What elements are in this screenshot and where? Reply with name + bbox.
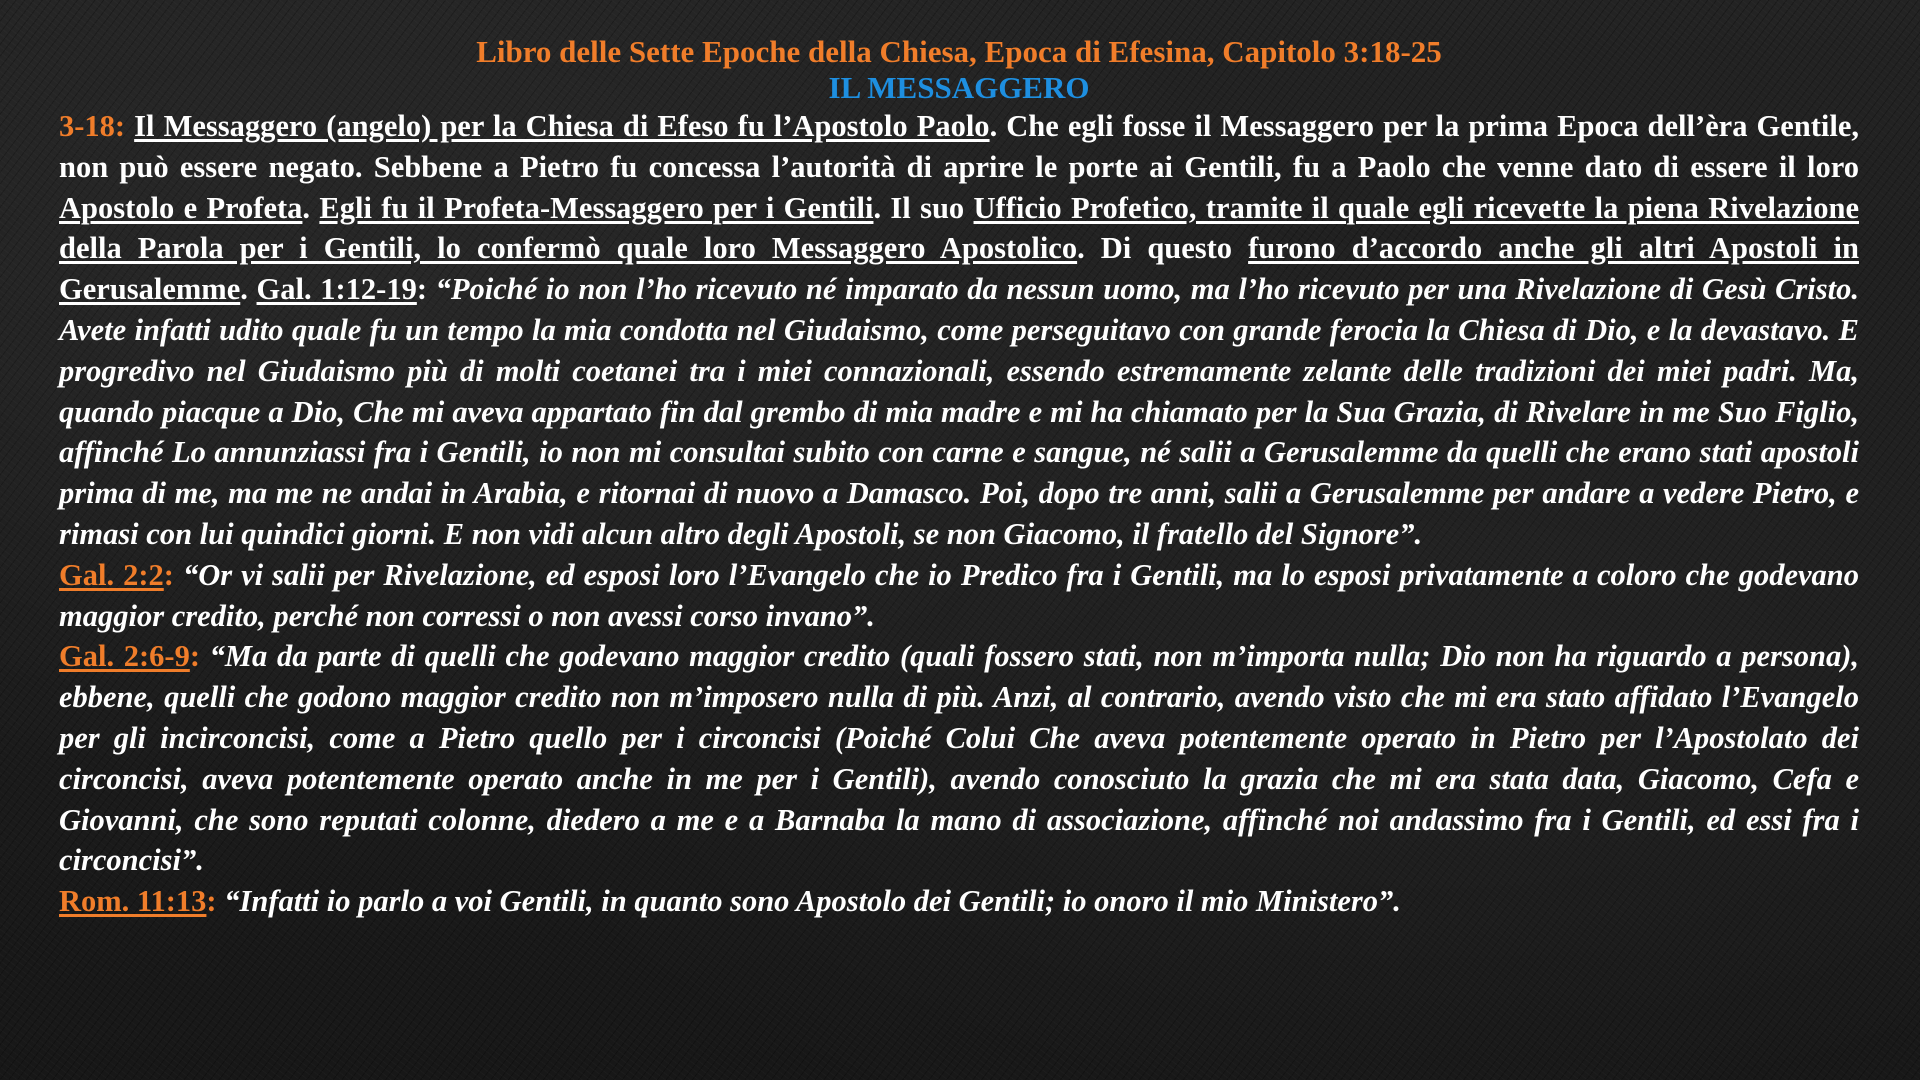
underlined-phrase: furono d’accordo anche gli altri Apostoli in Gerusalemme [59, 231, 1859, 307]
paragraph-gal-2-6-9 [59, 636, 1859, 881]
slide-title: Libro delle Sette Epoche della Chiesa, Epoca di Efesina, Capitolo 3:18-25 [476, 34, 1442, 69]
scripture-quote: “Poiché io non l’ho ricevuto né imparato da nessun uomo, ma l’ho ricevuto per una Rivelazione di Gesù Cristo. Avete infatti udito quale fu un tempo la mia condotta nel Giudaismo, come perseguitavo con grande ferocia la Chiesa di Dio, e la devastavo. E progredivo nel Giudaismo più di molti coetanei tra i miei connazionali, essendo estremamente zelante delle tradizioni dei miei padri. Ma, quando piacque a Dio, Che mi aveva appartato fin dal grembo di mia madre e mi ha chiamato per la Sua Grazia, di Rivelare in me Suo Figlio, affinché Lo annunziassi fra i Gentili, io non mi consultai subito con carne e sangue, né salii a Gerusalemme da quelli che erano stati apostoli prima di me, ma me ne andai in Arabia, e ritornai di nuovo a Damasco. Poi, dopo tre anni, salii a Gerusalemme per andare a vedere Pietro, e rimasi con lui quindici giorni. E non vidi alcun altro degli Apostoli, se non Giacomo, il fratello del Signore”. [59, 272, 1859, 551]
text-run: . Di questo [1077, 231, 1249, 266]
scripture-quote: “Infatti io parlo a voi Gentili, in quanto sono Apostolo dei Gentili; io onoro il mio Ministero”. [224, 884, 1401, 919]
underlined-phrase: Ufficio Profetico, tramite il quale egli ricevette la piena Rivelazione della Parola per i Gentili, lo confermò quale loro Messaggero Apostolico [59, 190, 1859, 266]
scripture-quote: “Ma da parte di quelli che godevano maggior credito (quali fossero stati, non m’importa nulla; Dio non ha riguardo a persona), ebbene, quelli che godono maggior credito non m’imposero nulla di più. Anzi, al contrario, avendo visto che mi era stato affidato l’Evangelo per gli incirconcisi, come a Pietro quello per i circoncisi (Poiché Colui Che aveva potentemente operato in Pietro per l’Apostolato dei circoncisi, aveva potentemente operato anche in me per i Gentili), avendo conosciuto la grazia che mi era stata data, Giacomo, Cefa e Giovanni, che sono reputati colonne, diedero a me e a Barnaba la mano di associazione, affinché noi andassimo fra i Gentili, ed essi fra i circoncisi”. [59, 639, 1859, 878]
paragraph-rom-11-13 [59, 881, 1859, 922]
paragraph-gal-2-2 [59, 555, 1859, 637]
underlined-phrase: Il Messaggero (angelo) per la Chiesa di Efeso fu l’Apostolo Paolo [134, 109, 990, 143]
scripture-quote: “Or vi salii per Rivelazione, ed esposi loro l’Evangelo che io Predico fra i Gentili, ma lo esposi privatamente a coloro che godevano maggior credito, perché non corressi o non avessi corso invano”. [59, 557, 1859, 633]
text-run: . Il suo [873, 190, 974, 225]
text-run: . [302, 190, 320, 225]
scripture-reference-link[interactable]: Gal. 2:2 [59, 557, 164, 592]
slide-subtitle: IL MESSAGGERO [828, 70, 1090, 105]
scripture-reference-link[interactable]: Rom. 11:13 [59, 884, 207, 919]
underlined-phrase: Egli fu il Profeta-Messaggero per i Gentili [319, 190, 874, 225]
scripture-reference-link[interactable]: Gal. 2:6-9 [59, 639, 190, 674]
slide [59, 34, 1859, 1064]
text-run: : [416, 272, 436, 307]
text-run: : [189, 639, 210, 674]
text-run: . Che egli fosse il Messaggero per la prima Epoca dell’èra Gentile, non può essere negato. Sebbene a Pietro fu concessa l’autorità di aprire le porte ai Gentili, fu a Paolo che venne dato di essere il loro [59, 109, 1860, 184]
text-run: . [240, 272, 257, 307]
scripture-reference: Gal. 1:12-19 [256, 272, 417, 307]
verse-number: 3-18: [59, 109, 126, 143]
underlined-phrase: Apostolo e Profeta [59, 190, 303, 225]
text-run: : [163, 557, 183, 592]
text-run: : [206, 884, 225, 919]
paragraph-3-18 [59, 106, 1859, 555]
